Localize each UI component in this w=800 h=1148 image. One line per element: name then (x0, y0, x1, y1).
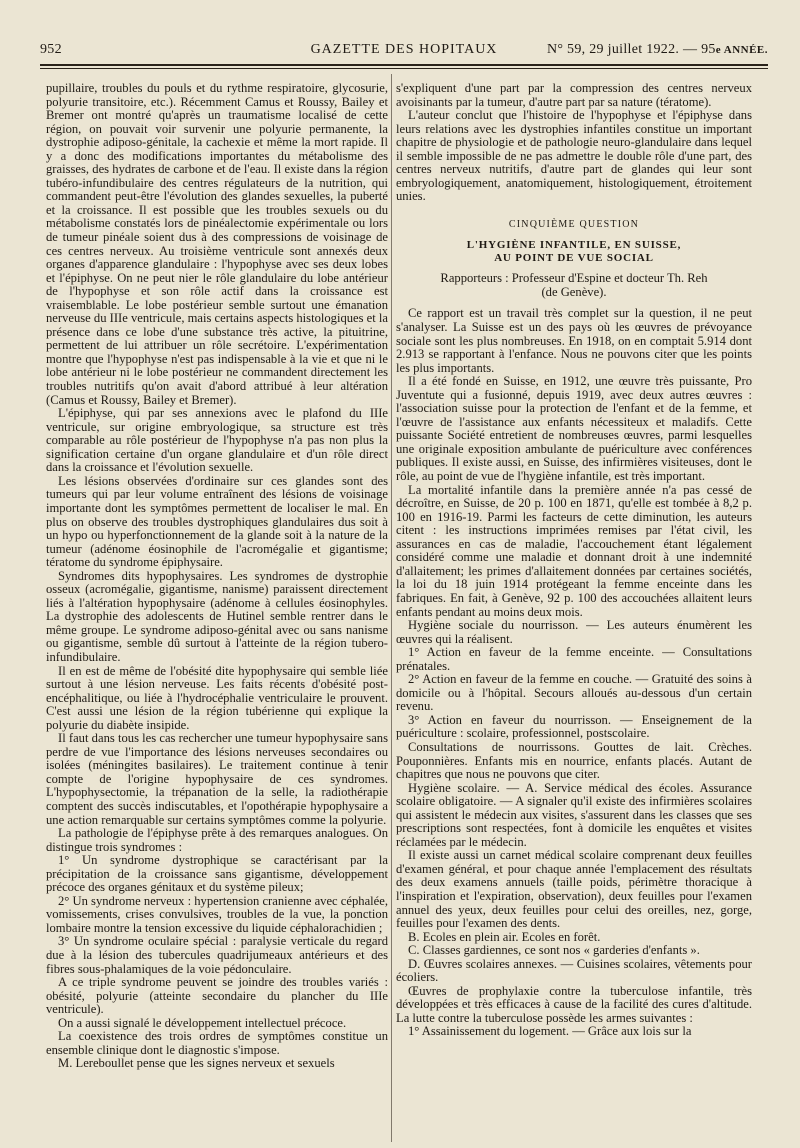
paragraph: La pathologie de l'épiphyse prête à des remarques analogues. On distingue trois syndromes : (46, 826, 388, 854)
section-subtitle-line: AU POINT DE VUE SOCIAL (494, 252, 654, 265)
paragraph: Les lésions observées d'ordinaire sur ces glandes sont des tumeurs qui par leur volume entraînent des lésions de voisinage importante dont les symptômes permettent de localiser le mal. En plus on observe des troubles dystrophiques glandulaires dus soit à un hypo ou hyperfonctionnement de la glande soit à la nature de la tumeur (adénome éosinophile de l'acromégalie et gigantisme; tératome du syndrome épiphysaire. (46, 473, 388, 570)
paragraph: Il a été fondé en Suisse, en 1912, une œuvre très puissante, Pro Juventute qui a fusionné, depuis 1919, avec deux autres œuvres : l'association suisse pour la protection de l'enfant et de la femme, et l'œuvre de l'assistance aux enfants nécessiteux et maladifs. Cette puissante Société entretient de nombreuses œuvres, parmi lesquelles une originale exposition ambulante de puériculture avec conférences publiques. Il existe aussi, en Suisse, des infirmières visiteuses, dont le rôle, au point de vue de l'hygiène infantile, est très important. (396, 374, 752, 484)
paragraph: On a aussi signalé le développement intellectuel précoce. (58, 1015, 347, 1030)
paragraph: Œuvres de prophylaxie contre la tuberculose infantile, très développées et très efficaces à cause de la facilité des cures d'altitude. La lutte contre la tuberculose possède les armes suivantes : (396, 983, 752, 1025)
paragraph: Il en est de même de l'obésité dite hypophysaire qui semble liée surtout à une lésion nerveuse. Les faits récents d'obésité post-encéphalitique, ou liée à l'hydrocéphalie ventriculaire le prouvent. C'est aussi une lésion de la région tubérienne qui explique la polyurie du diabète insipide. (46, 663, 388, 732)
paragraph: L'auteur conclut que l'histoire de l'hypophyse et l'épiphyse dans leurs relations avec les dystrophies infantiles constitue un important chapitre de physiologie et de pathologie neuro-glandulaire dans lequel il semble impossible de ne pas admettre le double rôle d'une part, des centres nerveux nutritifs, d'autre part de glandes qui leur sont embryologiquement, anatomiquement, histologiquement, étroitement unies. (396, 108, 752, 204)
paragraph: L'épiphyse, qui par ses annexions avec le plafond du IIIe ventricule, sur origine embryologique, sa structure est très comparable au rôle postérieur de l'hypophyse n'a pas non plus la signification certaine d'un organe glandulaire et d'un rôle direct dans la croissance et l'évolution sexuelle. (46, 406, 388, 475)
paragraph: Hygiène sociale du nourrisson. — Les auteurs énumèrent les œuvres qui la réalisent. (396, 618, 752, 646)
paragraph: M. Lereboullet pense que les signes nerveux et sexuels (58, 1056, 335, 1071)
paragraph: A ce triple syndrome peuvent se joindre des troubles variés : obésité, polyurie (atteinte secondaire du plancher du IIIe ventricule). (46, 975, 388, 1017)
list-item: 1° Assainissement du logement. — Grâce aux lois sur la (408, 1024, 692, 1039)
list-item: 3° Action en faveur du nourrisson. — Enseignement de la puériculture : scolaire, professionnel, postscolaire. (396, 712, 752, 741)
list-item: 3° Un syndrome oculaire spécial : paralysie verticale du regard due à la lésion des tubercules quadrijumeaux antérieurs et des fibres sous-phalamiques de la voie pédonculaire. (46, 934, 388, 976)
list-item: 2° Action en faveur de la femme en couche. — Gratuité des soins à domicile ou à l'hôpital. Secours alloués au-dessous d'un certain revenu. (396, 672, 752, 714)
reporters-line: (de Genève). (541, 285, 607, 300)
paragraph: Hygiène scolaire. — A. Service médical des écoles. Assurance scolaire obligatoire. — A signaler qu'il existe des infirmières scolaires qui assistent le médecin aux visites, s'assurent dans les classes que ses prescriptions sont respectées, font à domicile les enquêtes et visites réclamées par le médecin. (396, 780, 752, 849)
list-item: B. Ecoles en plein air. Ecoles en forêt. (408, 929, 601, 944)
list-item: 2° Un syndrome nerveux : hypertension cranienne avec céphalée, vomissements, crises convulsives, troubles de la vue, la ponction lombaire montre la tension excessive du liquide céphalorachidien ; (46, 893, 388, 935)
issue-info (547, 42, 768, 58)
issue-year-suffix: e ANNÉE. (715, 44, 768, 56)
paragraph: Syndromes dits hypophysaires. Les syndromes de dystrophie osseux (acromégalie, gigantisme, nanisme) paraissent directement liés à l'altération hypophysaire (adénome à cellules éosinophyles. La dystrophie des adolescents de Hutinel semble rentrer dans le même groupe. Le syndrome adiposo-génital avec ou sans nanisme ou gigantisme, semble dû surtout à l'atteinte de la région tubero-infundibulaire. (46, 568, 388, 664)
reporters-line: Rapporteurs : Professeur d'Espine et docteur Th. Reh (440, 271, 708, 286)
paragraph: Il faut dans tous les cas rechercher une tumeur hypophysaire sans perdre de vue l'importance des lésions nerveuses secondaires ou isolées (méningites basilaires). Le traitement continue à tenir compte de l'origine hypophysaire de ces syndromes. L'hypophysectomie, la trépanation de la selle, la radiothérapie comptent des succès indiscutables, et l'opothérapie hypophysaire a une action remarquable sur certains symptômes comme la polyurie. (46, 731, 388, 827)
list-item: D. Œuvres scolaires annexes. — Cuisines scolaires, vêtements pour écoliers. (396, 956, 752, 985)
list-item: 1° Action en faveur de la femme enceinte. — Consultations prénatales. (396, 645, 752, 673)
paragraph: La mortalité infantile dans la première année n'a pas cessé de décroître, en Suisse, de 20 p. 100 en 1871, qu'elle est tombée à 8,2 p. 100 en 1916-19. Parmi les facteurs de cette diminution, les auteurs citent : les instructions imprimées remises par l'état civil, les assurances en cas de maladie, l'accouchement étant légalement considéré comme une maladie et donnant droit à une indemnité d'allaitement; les primes d'allaitement données par certaines sociétés, la loi du 18 juin 1914 protégeant la femme enceinte dans les fabriques. En fait, à Genève, 92 p. 100 des accouchées allaitent leurs enfants pendant au moins deux mois. (396, 482, 752, 619)
column-divider (391, 74, 392, 1142)
issue-date: N° 59, 29 juillet 1922. — 95 (546, 42, 716, 57)
right-column (396, 82, 752, 1138)
header-rule-thin (40, 68, 768, 69)
section-subtitle (396, 239, 752, 265)
header-rule-thick (40, 64, 768, 66)
list-item: 1° Un syndrome dystrophique se caractérisant par la précipitation de la croissance sans gigantisme, développement précoce des organes génitaux et du système pileux; (46, 853, 388, 895)
left-column (46, 82, 388, 1138)
paragraph: s'expliquent d'une part par la compression des centres nerveux avoisinants par la tumeur, d'autre part par sa nature (tératome). (396, 82, 752, 109)
page-number: 952 (40, 42, 62, 57)
reporters (396, 271, 752, 299)
paragraph: Il existe aussi un carnet médical scolaire comprenant deux feuilles d'examen général, et pour chaque année l'emplacement des résultats des deux examens annuels (taille poids, périmètre thoracique à l'inspiration et l'expiration, observation), deux feuilles pour l'examen annuel des yeux, deux feuilles pour celui des oreilles, nez, gorge, feuilles pour l'examen des dents. (396, 848, 752, 931)
paragraph: Ce rapport est un travail très complet sur la question, il ne peut s'analyser. La Suisse est un des pays où les œuvres de prévoyance sociale sont les plus nombreuses. En 1918, on en comptait 5.914 dont 2.913 se rapportant à l'enfance. Nous ne pouvons citer que les points les plus importants. (396, 306, 752, 375)
running-header (40, 38, 768, 62)
list-item: C. Classes gardiennes, ce sont nos « garderies d'enfants ». (408, 943, 700, 958)
journal-title: GAZETTE DES HOPITAUX (310, 42, 498, 57)
paragraph: La coexistence des trois ordres de symptômes constitue un ensemble clinique dont le diagnostic s'impose. (46, 1029, 388, 1057)
section-subtitle-line: L'HYGIÈNE INFANTILE, EN SUISSE, (466, 239, 682, 252)
paragraph: pupillaire, troubles du pouls et du rythme respiratoire, glycosurie, polyurie transitoire, etc.). Récemment Camus et Roussy, Bailey et Bremer ont montré qu'après un traumatisme localisé de cette région, on pouvait voir survenir une polyurie permanente, la dystrophie adiposo-génitale, la cachexie et même la mort rapide. Il y a donc des modifications importantes du métabolisme des graisses, des hydrates de carbone et de l'eau. Il existe dans la région tubéro-infundibulaire des centres régulateurs de la nutrition, qui commandent peut-être l'évolution des glandes sexuelles, la puberté et la croissance. Il est possible que les troubles sexuels ou du métabolisme constatés lors de pinéalectomie expérimentale ou lors de tumeur pinéale soient dus à des compressions de voisinage de ces centres nerveux. Au troisième ventricule sont annexés deux organes d'apparence glandulaire : l'hypophyse avec ses deux lobes et l'épiphyse. On ne peut nier le rôle glandulaire du lobe antérieur de l'hypophyse et son rôle actif dans la croissance est vraisemblable. Le lobe postérieur semble surtout une émanation nerveuse du IIIe ventricule, mais certains aspects histologiques et la présence dans ce lobe d'une substance très active, la pituitrine, permettent de lui attribuer un rôle secrétoire. L'expérimentation montre que l'hypophyse n'est pas indispensable à la vie et que ni le lobe antérieur ni le lobe postérieur ne commandent directement les troubles nutritifs qu'on avait d'abord attribué à leur altération (Camus et Roussy, Bailey et Bremer). (46, 82, 388, 407)
paragraph: Consultations de nourrissons. Gouttes de lait. Crèches. Pouponnières. Enfants mis en nourrice, enfants placés. Autant de chapitres que nous ne pouvons que citer. (396, 739, 752, 782)
section-title: CINQUIÈME QUESTION (508, 218, 640, 230)
